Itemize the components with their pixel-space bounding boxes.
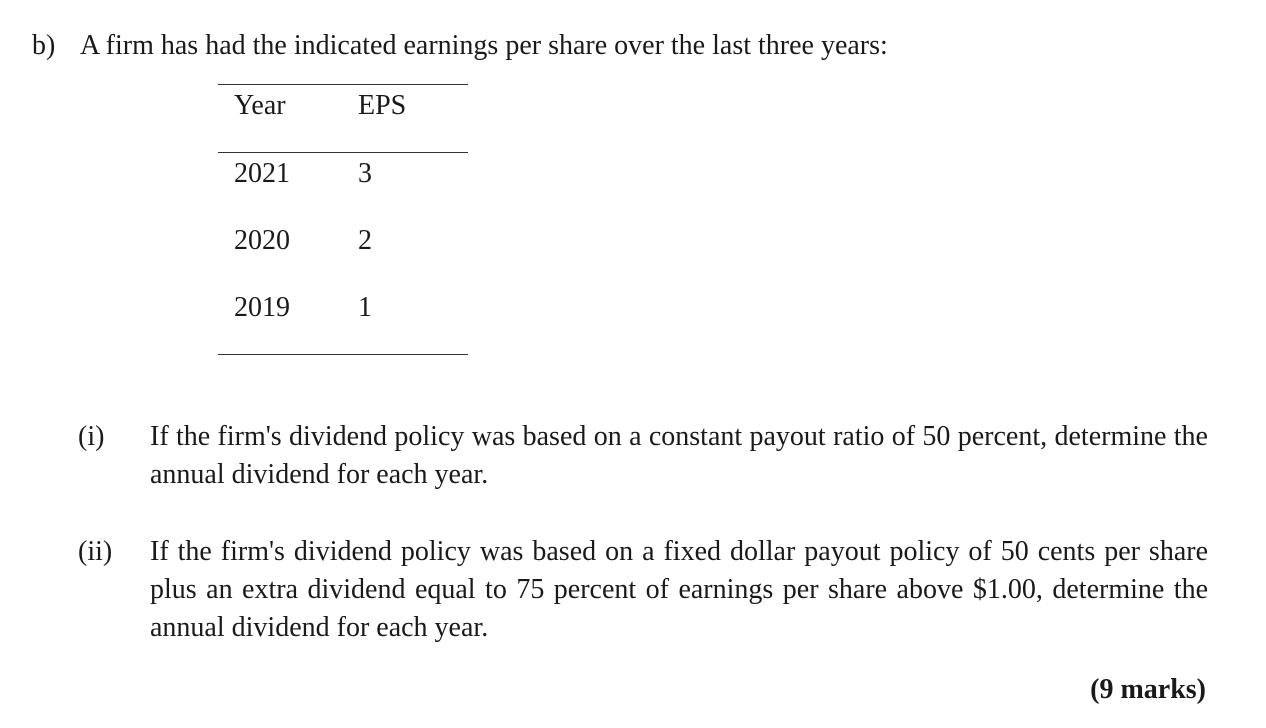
table-header-rule [218, 152, 468, 153]
table-cell-year: 2020 [234, 225, 290, 256]
table-cell-eps: 2 [358, 225, 372, 256]
table-cell-year: 2021 [234, 158, 290, 189]
table-header-eps: EPS [358, 90, 407, 121]
table-bottom-rule [218, 354, 468, 355]
table-cell-eps: 3 [358, 158, 372, 189]
subquestion-text: If the firm's dividend policy was based on a fixed dollar payout policy of 50 cents per share plus an extra dividend equal to 75 percent of earnings per share above $1.00, determine the annual dividend for each year. [150, 536, 1208, 643]
question-text: A firm has had the indicated earnings per share over the last three years: [80, 30, 888, 61]
subquestion-number: (i) [78, 421, 105, 452]
subquestion-i [78, 418, 1208, 494]
question-header [32, 28, 888, 64]
table-cell-eps: 1 [358, 292, 372, 323]
table-header-year: Year [234, 90, 286, 121]
subquestion-number: (ii) [78, 536, 113, 567]
table-cell-year: 2019 [234, 292, 290, 323]
subquestion-ii [78, 533, 1208, 647]
marks-label: (9 marks) [1090, 674, 1206, 705]
question-label: b) [32, 30, 56, 61]
table-top-rule [218, 84, 468, 85]
subquestion-text: If the firm's dividend policy was based on a constant payout ratio of 50 percent, determine the annual dividend for each year. [150, 421, 1208, 490]
